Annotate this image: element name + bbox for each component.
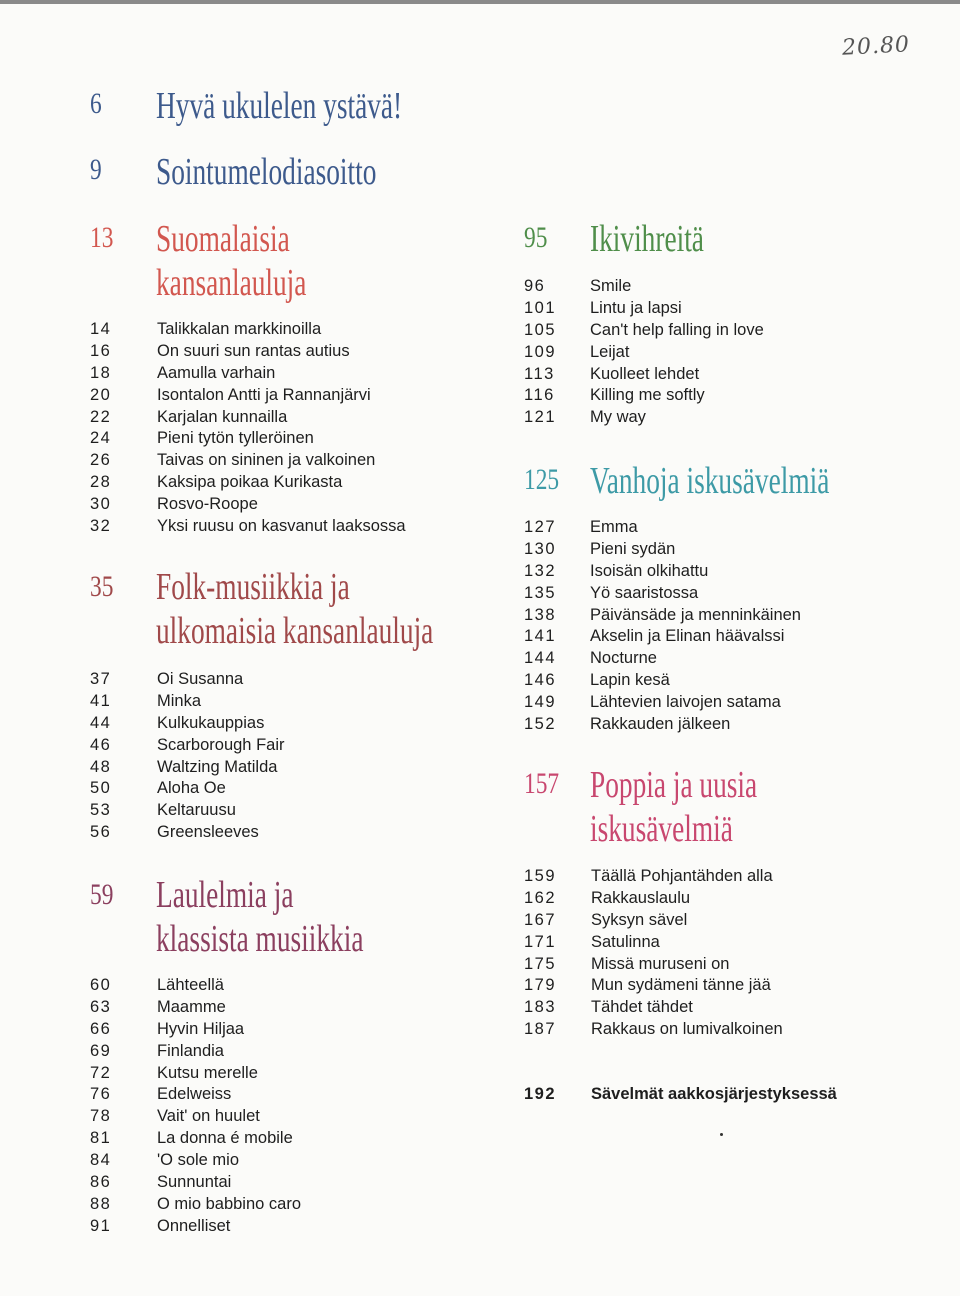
entry-page: 16	[90, 341, 112, 360]
entry-title: Rakkaus on lumivalkoinen	[591, 1020, 783, 1039]
entry-title: Keltaruusu	[157, 801, 236, 820]
entry-title: Satulinna	[591, 932, 660, 951]
toc-entry	[90, 757, 470, 779]
toc-list	[524, 276, 924, 429]
toc-entry	[90, 1041, 470, 1063]
entry-title: Edelweiss	[157, 1085, 232, 1104]
entry-title: Maamme	[157, 997, 226, 1016]
toc-entry	[524, 1019, 924, 1041]
toc-entry	[90, 516, 470, 538]
toc-entry	[524, 866, 924, 888]
entry-page: 146	[524, 671, 557, 690]
toc-entry	[90, 1216, 470, 1238]
entry-page: 138	[524, 605, 557, 624]
toc-entry	[524, 888, 924, 910]
entry-page: 91	[90, 1216, 112, 1235]
entry-title: Emma	[590, 518, 638, 536]
section-page-number: 35	[90, 570, 114, 603]
toc-entry	[90, 975, 470, 997]
entry-page: 78	[90, 1107, 112, 1126]
entry-page: 162	[524, 888, 557, 907]
entry-title: Smile	[590, 277, 632, 295]
toc-entry	[524, 561, 924, 583]
entry-title: Scarborough Fair	[157, 735, 285, 754]
toc-entry	[524, 539, 924, 561]
entry-title: Kulkukauppias	[157, 713, 265, 732]
entry-title: Yksi ruusu on kasvanut laaksossa	[157, 517, 406, 536]
toc-entry	[90, 713, 470, 735]
entry-page: 69	[90, 1041, 112, 1060]
toc-entry	[524, 364, 924, 386]
section-title	[590, 217, 704, 261]
entry-page: 101	[524, 298, 557, 317]
toc-entry	[90, 1084, 470, 1106]
entry-page: 116	[524, 386, 555, 405]
entry-title: Minka	[157, 691, 202, 710]
toc-list	[90, 669, 470, 844]
toc-list	[90, 319, 470, 538]
toc-entry	[524, 298, 924, 320]
entry-page: 105	[524, 320, 557, 339]
toc-entry	[90, 1194, 470, 1216]
entry-title: On suuri sun rantas autius	[157, 341, 350, 360]
entry-page: 28	[90, 473, 112, 492]
entry-title: My way	[590, 408, 646, 427]
entry-title: Greensleeves	[157, 823, 259, 842]
entry-title: Rakkauslaulu	[591, 888, 691, 907]
section-title-line: Poppia ja uusia	[590, 764, 758, 806]
entry-page: 24	[90, 429, 112, 448]
entry-page: 167	[524, 910, 557, 929]
entry-page: 81	[90, 1129, 112, 1148]
entry-title: 'O sole mio	[157, 1151, 240, 1170]
index-entry-title: Sävelmät aakkosjärjestyksessä	[591, 1085, 837, 1103]
entry-page: 132	[524, 561, 557, 580]
toc-entry	[90, 1128, 470, 1150]
toc-entry	[90, 494, 470, 516]
entry-page: 44	[90, 713, 112, 732]
entry-title: Isontalon Antti ja Rannanjärvi	[157, 385, 371, 404]
toc-entry	[524, 320, 924, 342]
toc-entry	[524, 626, 924, 648]
toc-entry	[524, 975, 924, 997]
toc-entry	[524, 583, 924, 605]
toc-entry	[90, 407, 470, 429]
section-title-line: Suomalaisia	[156, 218, 290, 260]
toc-entry	[524, 407, 924, 429]
section-title	[156, 565, 433, 653]
toc-entry	[90, 450, 470, 472]
handwritten-price-note: 20.80	[841, 32, 911, 61]
entry-page: 66	[90, 1019, 112, 1038]
toc-entry	[524, 910, 924, 932]
entry-page: 84	[90, 1151, 112, 1170]
entry-page: 18	[90, 363, 112, 382]
toc-entry	[524, 276, 924, 298]
entry-title: Talikkalan markkinoilla	[157, 320, 322, 338]
toc-entry	[524, 385, 924, 407]
entry-title: Pieni tytön tylleröinen	[157, 429, 314, 448]
entry-title: Syksyn sävel	[591, 910, 688, 929]
section-page-number: 157	[524, 767, 560, 800]
entry-page: 183	[524, 998, 557, 1017]
toc-entry	[90, 1019, 470, 1041]
toc-entry	[524, 932, 924, 954]
entry-page: 53	[90, 801, 112, 820]
entry-title: Waltzing Matilda	[157, 757, 278, 776]
section-title	[590, 763, 757, 851]
toc-entry	[90, 997, 470, 1019]
entry-title: Aloha Oe	[157, 779, 226, 798]
toc-entry	[90, 800, 470, 822]
entry-title: Isoisän olkihattu	[590, 561, 709, 580]
toc-entry	[90, 778, 470, 800]
entry-title: Vait' on huulet	[157, 1107, 260, 1126]
entry-title: Karjalan kunnailla	[157, 407, 288, 426]
entry-title: Lähteellä	[157, 976, 224, 994]
entry-page: 113	[524, 364, 555, 383]
section-title-line: klassista musiikkia	[156, 918, 364, 960]
entry-page: 37	[90, 670, 112, 688]
melody-page-number: 9	[90, 153, 102, 186]
toc-list	[90, 975, 470, 1238]
toc-entry	[524, 670, 924, 692]
toc-entry	[524, 517, 924, 539]
entry-page: 76	[90, 1085, 112, 1104]
entry-page: 187	[524, 1020, 557, 1039]
entry-page: 96	[524, 277, 546, 295]
intro-title: Hyvä ukulelen ystävä!	[156, 85, 403, 127]
toc-entry	[90, 319, 470, 341]
entry-page: 130	[524, 539, 557, 558]
entry-page: 86	[90, 1173, 112, 1192]
toc-list	[524, 517, 924, 736]
entry-page: 56	[90, 823, 112, 842]
entry-page: 26	[90, 451, 112, 470]
entry-title: Nocturne	[590, 649, 657, 668]
entry-title: Täällä Pohjantähden alla	[591, 867, 773, 885]
section-title-line: Laulelmia ja	[156, 874, 294, 916]
entry-page: 46	[90, 735, 112, 754]
entry-page: 41	[90, 691, 112, 710]
toc-entry	[90, 363, 470, 385]
entry-page: 32	[90, 517, 112, 536]
toc-list	[524, 866, 924, 1041]
melody-title: Sointumelodiasoitto	[156, 151, 377, 193]
entry-page: 22	[90, 407, 112, 426]
toc-entry	[90, 669, 470, 691]
entry-title: Kaksipa poikaa Kurikasta	[157, 473, 343, 492]
toc-entry	[90, 822, 470, 844]
entry-title: Rosvo-Roope	[157, 495, 258, 514]
entry-page: 48	[90, 757, 112, 776]
toc-entry	[524, 714, 924, 736]
entry-title: Kutsu merelle	[157, 1063, 258, 1082]
toc-entry	[524, 692, 924, 714]
entry-title: Mun sydämeni tänne jää	[591, 976, 771, 995]
entry-title: Yö saaristossa	[590, 583, 699, 602]
entry-title: Päivänsäde ja menninkäinen	[590, 605, 801, 624]
toc-entry	[90, 1063, 470, 1085]
entry-title: Finlandia	[157, 1041, 224, 1060]
entry-title: Sunnuntai	[157, 1173, 232, 1192]
entry-page: 20	[90, 385, 112, 404]
entry-title: Leijat	[590, 342, 630, 361]
entry-page: 127	[524, 518, 557, 536]
toc-entry	[90, 1150, 470, 1172]
toc-entry	[90, 735, 470, 757]
toc-entry	[90, 341, 470, 363]
section-title	[156, 217, 306, 305]
entry-title: Lapin kesä	[590, 671, 670, 690]
toc-entry	[90, 691, 470, 713]
section-title	[590, 459, 829, 503]
entry-title: Rakkauden jälkeen	[590, 715, 731, 734]
entry-page: 50	[90, 779, 112, 798]
intro-page-number: 6	[90, 87, 102, 120]
section-title-line: ulkomaisia kansanlauluja	[156, 610, 434, 652]
entry-page: 141	[524, 627, 557, 646]
entry-title: Kuolleet lehdet	[590, 364, 700, 383]
section-page-number: 125	[524, 463, 560, 496]
entry-title: Taivas on sininen ja valkoinen	[157, 451, 376, 470]
entry-page: 171	[524, 932, 557, 951]
stray-dot	[720, 1133, 723, 1136]
top-border	[0, 0, 960, 4]
section-title-line: iskusävelmiä	[590, 808, 733, 850]
toc-entry	[524, 954, 924, 976]
entry-page: 88	[90, 1194, 112, 1213]
toc-entry	[524, 605, 924, 627]
entry-page: 149	[524, 693, 557, 712]
toc-entry	[524, 997, 924, 1019]
toc-entry	[90, 1172, 470, 1194]
toc-entry	[90, 385, 470, 407]
entry-page: 14	[90, 320, 112, 338]
entry-title: Pieni sydän	[590, 539, 676, 558]
toc-entry	[524, 342, 924, 364]
toc-entry	[90, 1106, 470, 1128]
section-title-line: Vanhoja iskusävelmiä	[590, 460, 830, 502]
entry-title: Killing me softly	[590, 386, 705, 405]
toc-entry	[90, 428, 470, 450]
entry-page: 152	[524, 715, 557, 734]
toc-entry	[90, 472, 470, 494]
section-title-line: Folk-musiikkia ja	[156, 566, 350, 608]
entry-title: Onnelliset	[157, 1216, 231, 1235]
entry-title: Lintu ja lapsi	[590, 298, 682, 317]
entry-title: Hyvin Hiljaa	[157, 1019, 245, 1038]
entry-page: 63	[90, 997, 112, 1016]
entry-title: Oi Susanna	[157, 670, 244, 688]
entry-title: Missä muruseni on	[591, 954, 730, 973]
entry-title: Akselin ja Elinan häävalssi	[590, 627, 785, 646]
entry-page: 72	[90, 1063, 112, 1082]
section-page-number: 95	[524, 221, 548, 254]
section-title	[156, 873, 363, 961]
entry-page: 60	[90, 976, 112, 994]
entry-title: Lähtevien laivojen satama	[590, 693, 781, 712]
entry-title: Tähdet tähdet	[591, 998, 693, 1017]
toc-entry	[524, 648, 924, 670]
entry-title: La donna é mobile	[157, 1129, 293, 1148]
entry-title: Aamulla varhain	[157, 363, 276, 382]
entry-title: O mio babbino caro	[157, 1194, 301, 1213]
entry-page: 109	[524, 342, 557, 361]
entry-page: 179	[524, 976, 557, 995]
entry-page: 175	[524, 954, 557, 973]
entry-page: 144	[524, 649, 557, 668]
section-page-number: 13	[90, 221, 114, 254]
entry-page: 159	[524, 867, 557, 885]
section-page-number: 59	[90, 878, 114, 911]
section-title-line: kansanlauluja	[156, 262, 307, 304]
entry-page: 121	[524, 408, 557, 427]
entry-page: 135	[524, 583, 557, 602]
index-page-number: 192	[524, 1085, 557, 1103]
entry-title: Can't help falling in love	[590, 320, 764, 339]
entry-page: 30	[90, 495, 112, 514]
section-title-line: Ikivihreitä	[590, 218, 704, 260]
